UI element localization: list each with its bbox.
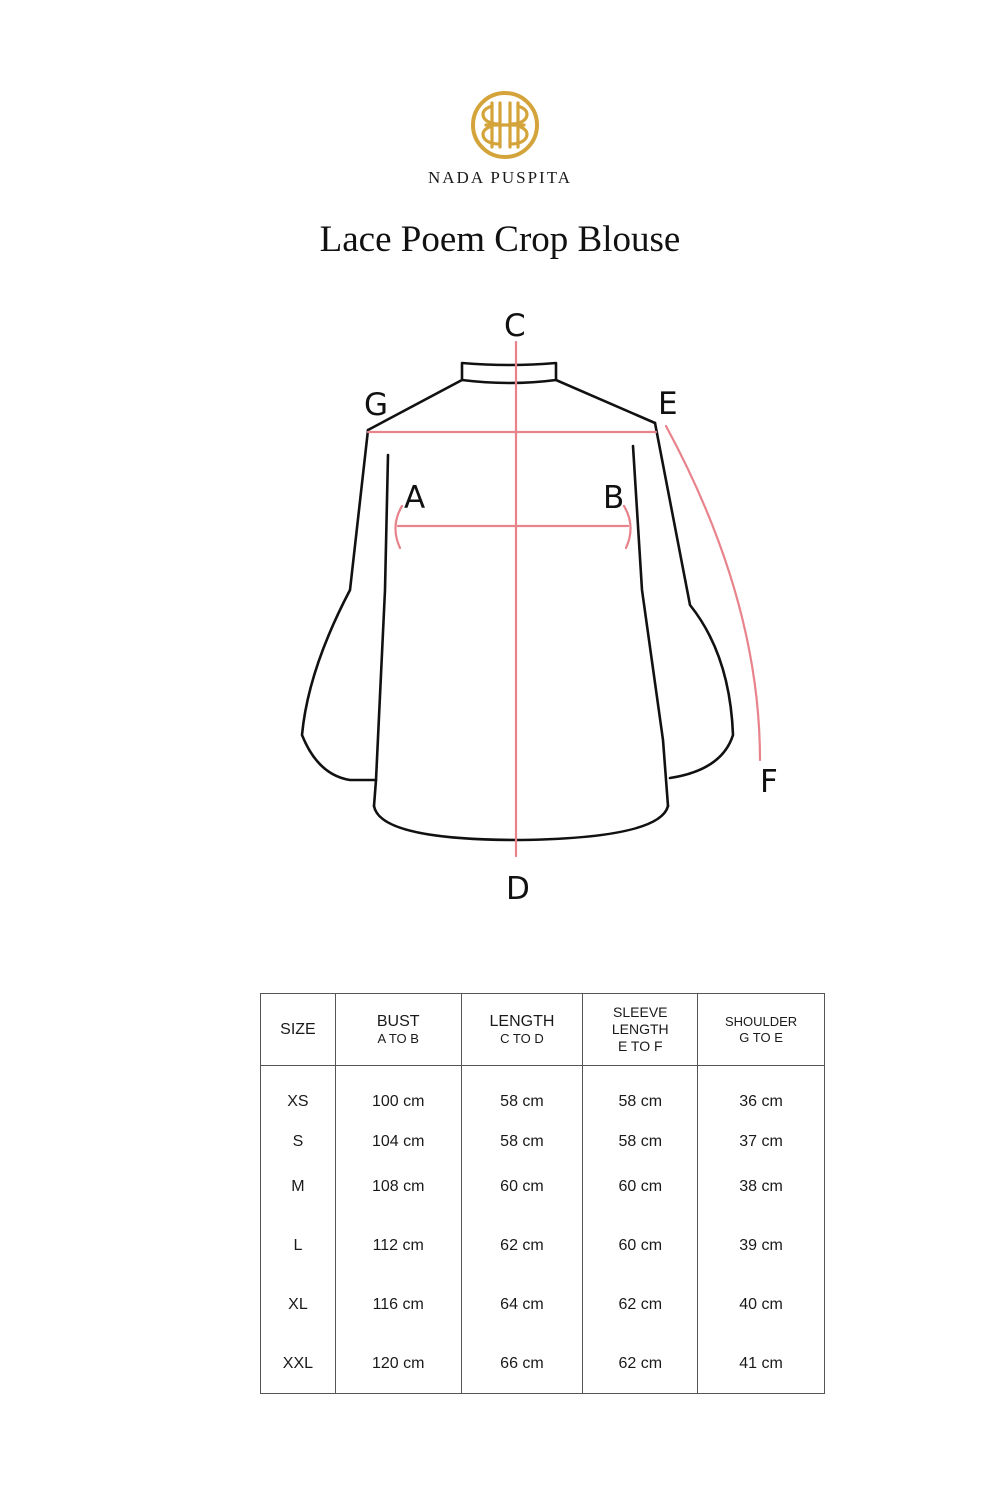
- table-row: [261, 1276, 825, 1335]
- point-g-label: G: [364, 387, 389, 423]
- product-title: Lace Poem Crop Blouse: [319, 219, 681, 260]
- length-cell: 64 cm: [461, 1276, 583, 1335]
- table-row: [261, 1217, 825, 1276]
- size-cell: XL: [261, 1276, 336, 1335]
- header-shoulder: SHOULDER G TO E: [698, 994, 825, 1066]
- sleeve-cell: 60 cm: [583, 1217, 698, 1276]
- header-length: LENGTH C TO D: [461, 994, 583, 1066]
- bust-cell: 100 cm: [335, 1066, 461, 1126]
- shoulder-cell: 40 cm: [698, 1276, 825, 1335]
- table-row: [261, 1066, 825, 1126]
- shoulder-cell: 37 cm: [698, 1126, 825, 1158]
- point-e-label: E: [658, 386, 678, 422]
- point-b-label: B: [603, 480, 625, 516]
- table-row: [261, 1335, 825, 1394]
- bust-cell: 104 cm: [335, 1126, 461, 1158]
- table-row: [261, 1158, 825, 1217]
- table-row: [261, 1126, 825, 1158]
- sleeve-cell: 58 cm: [583, 1126, 698, 1158]
- blouse-measurement-diagram: [0, 290, 1000, 920]
- shoulder-cell: 39 cm: [698, 1217, 825, 1276]
- point-c-label: C: [504, 308, 526, 344]
- sleeve-cell: 62 cm: [583, 1335, 698, 1394]
- point-d-label: D: [506, 871, 530, 907]
- length-cell: 66 cm: [461, 1335, 583, 1394]
- length-cell: 60 cm: [461, 1158, 583, 1217]
- size-cell: M: [261, 1158, 336, 1217]
- size-cell: XXL: [261, 1335, 336, 1394]
- shoulder-cell: 38 cm: [698, 1158, 825, 1217]
- shoulder-cell: 41 cm: [698, 1335, 825, 1394]
- sleeve-cell: 62 cm: [583, 1276, 698, 1335]
- size-cell: XS: [261, 1066, 336, 1126]
- length-cell: 58 cm: [461, 1126, 583, 1158]
- length-cell: 62 cm: [461, 1217, 583, 1276]
- length-cell: 58 cm: [461, 1066, 583, 1126]
- point-a-label: A: [404, 480, 426, 516]
- blouse-outline: [302, 363, 733, 840]
- sleeve-cell: 60 cm: [583, 1158, 698, 1217]
- header-size: SIZE: [261, 994, 336, 1066]
- size-cell: S: [261, 1126, 336, 1158]
- size-cell: L: [261, 1217, 336, 1276]
- header-bust: BUST A TO B: [335, 994, 461, 1066]
- table-header-row: [261, 994, 825, 1066]
- size-chart-table: [260, 993, 825, 1394]
- bust-cell: 112 cm: [335, 1217, 461, 1276]
- header-sleeve-length: SLEEVE LENGTH E TO F: [583, 994, 698, 1066]
- measurement-lines: [368, 342, 760, 856]
- brand-name: NADA PUSPITA: [427, 168, 573, 187]
- double-b-monogram-icon: [470, 90, 540, 160]
- bust-cell: 120 cm: [335, 1335, 461, 1394]
- point-f-label: F: [760, 764, 778, 800]
- bust-cell: 108 cm: [335, 1158, 461, 1217]
- sleeve-cell: 58 cm: [583, 1066, 698, 1126]
- shoulder-cell: 36 cm: [698, 1066, 825, 1126]
- bust-cell: 116 cm: [335, 1276, 461, 1335]
